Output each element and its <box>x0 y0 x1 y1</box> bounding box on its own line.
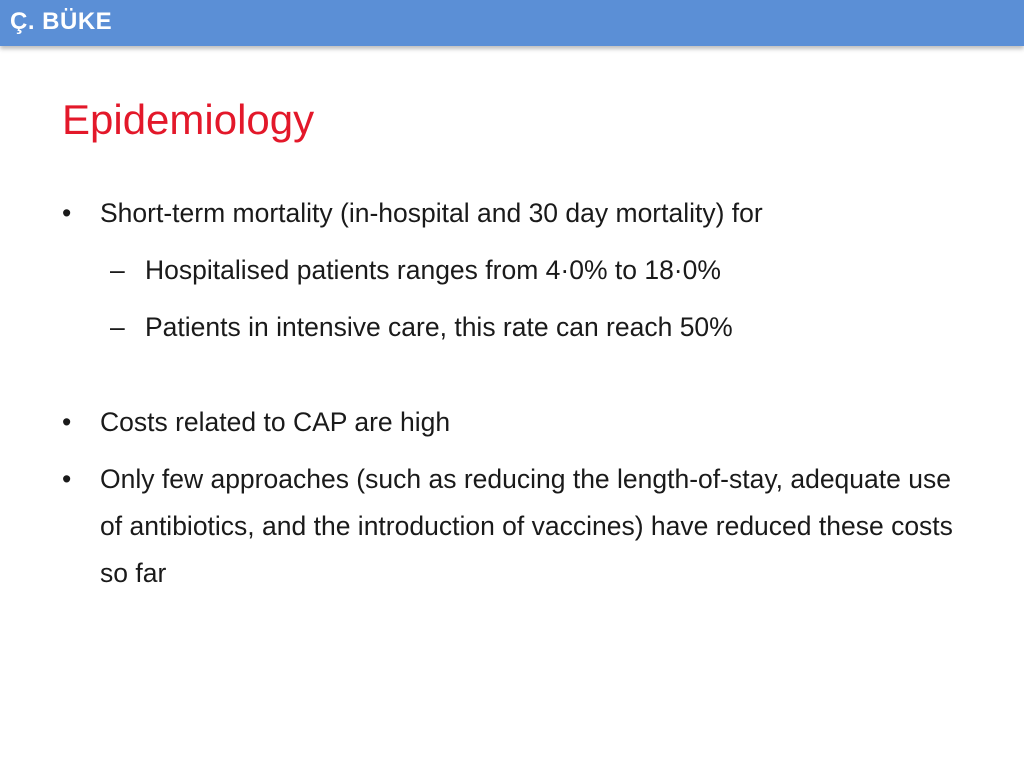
dash-icon: – <box>110 255 125 285</box>
bullet-item <box>62 399 962 446</box>
bullet-dot-icon: • <box>62 464 72 494</box>
sub-bullet-item <box>62 247 962 294</box>
bullet-text: Short-term mortality (in-hospital and 30 day mortality) for <box>100 198 763 228</box>
bullet-text: Only few approaches (such as reducing the length-of-stay, adequate use of antibiotics, and the introduction of vaccines) have reduced these costs so far <box>100 464 953 588</box>
bullet-dot-icon: • <box>62 407 72 437</box>
sub-bullet-text: Hospitalised patients ranges from 4·0% to 18·0% <box>145 255 721 285</box>
slide-title: Epidemiology <box>62 96 315 143</box>
slide-content <box>62 190 962 597</box>
bullet-dot-icon: • <box>62 198 72 228</box>
bullet-item <box>62 456 962 597</box>
bullet-item <box>62 190 962 237</box>
author-label: Ç. BÜKE <box>10 8 113 35</box>
header-bar <box>0 0 1024 46</box>
sub-bullet-item <box>62 304 962 351</box>
sub-bullet-text: Patients in intensive care, this rate can reach 50% <box>145 312 733 342</box>
spacer <box>62 351 962 399</box>
bullet-text: Costs related to CAP are high <box>100 407 451 437</box>
dash-icon: – <box>110 312 125 342</box>
